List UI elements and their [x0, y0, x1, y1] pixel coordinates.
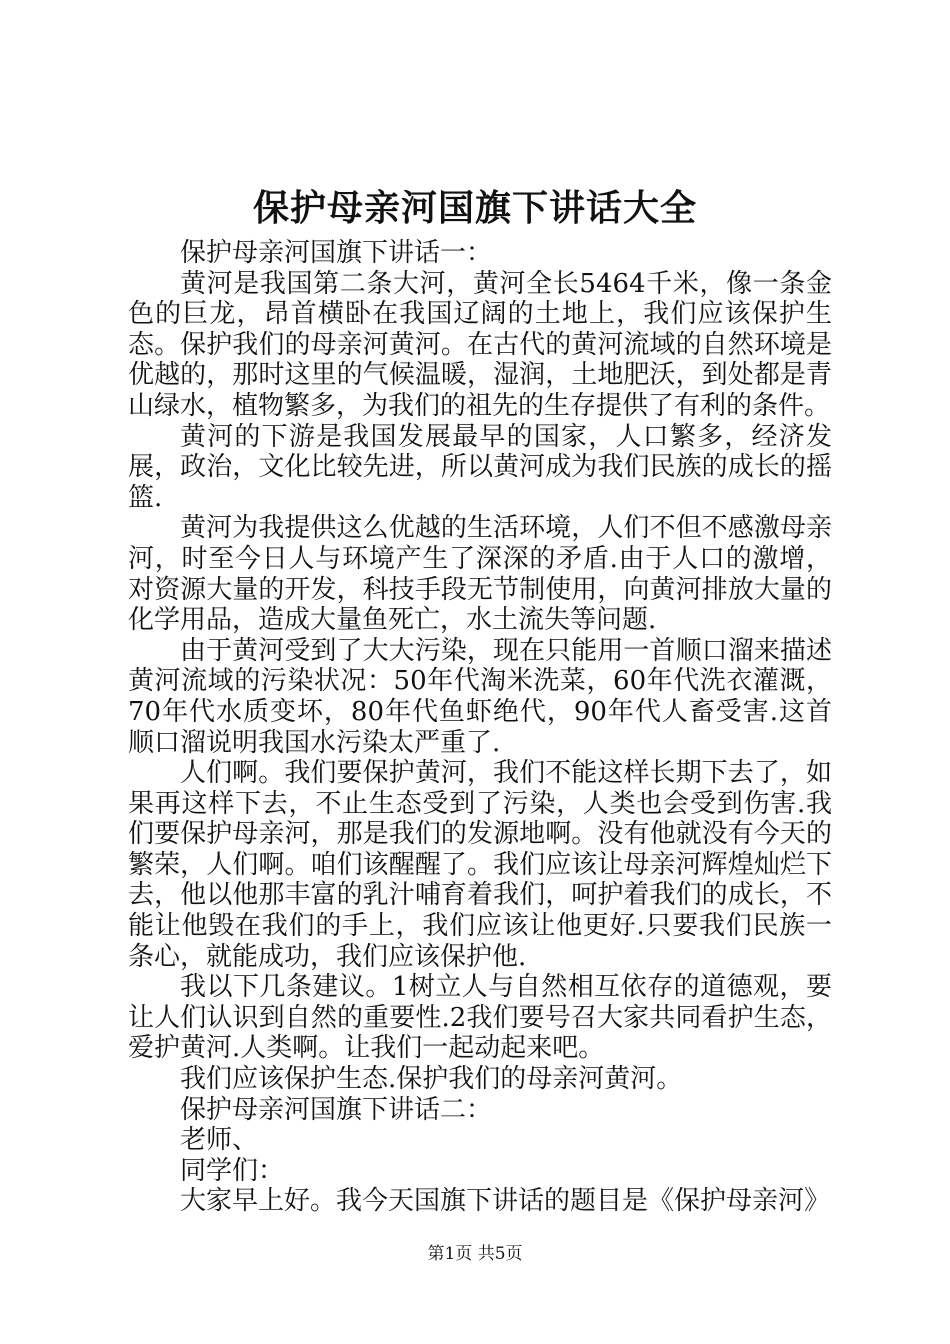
paragraph: 同学们：: [180, 1155, 285, 1186]
paragraph: 保护母亲河国旗下讲话一：: [180, 238, 493, 268]
paragraph: 保护母亲河国旗下讲话二：: [180, 1094, 493, 1125]
page-number-footer: 第1页 共5页: [427, 1244, 523, 1264]
paragraph: 我们应该保护生态.保护我们的母亲河黄河。: [180, 1064, 683, 1095]
paragraph: 人们啊。我们要保护黄河，我们不能这样长期下去了，如果再这样下去，不止生态受到了污染，人类也会受到伤害.我们要保护母亲河，那是我们的发源地啊。没有他就没有今天的繁荣，人们啊。咱们该醒醒了。我们应该让母亲河辉煌灿烂下去，他以他那丰富的乳汁哺育着我们，呵护着我们的成长，不能让他毁在我们的手上，我们应该让他更好.只要我们民族一条心，就能成功，我们应该保护他.: [128, 758, 832, 972]
paragraph: 由于黄河受到了大大污染，现在只能用一首顺口溜来描述黄河流域的污染状况：50年代淘米洗菜，60年代洗衣灌溉，70年代水质变坏，80年代鱼虾绝代，90年代人畜受害.这首顺口溜说明我国水污染太严重了.: [128, 635, 832, 758]
paragraph: 黄河的下游是我国发展最早的国家，人口繁多，经济发展，政治，文化比较先进，所以黄河成为我们民族的成长的摇篮.: [128, 421, 832, 513]
paragraph: 大家早上好。我今天国旗下讲话的题目是《保护母亲河》: [180, 1186, 831, 1217]
paragraph: 我以下几条建议。1树立人与自然相互依存的道德观，要让人们认识到自然的重要性.2我们要号召大家共同看护生态，爱护黄河.人类啊。让我们一起动起来吧。: [128, 972, 832, 1064]
paragraph: 黄河是我国第二条大河，黄河全长5464千米，像一条金色的巨龙，昂首横卧在我国辽阔的土地上，我们应该保护生态。保护我们的母亲河黄河。在古代的黄河流域的自然环境是优越的，那时这里的气候温暖，湿润，土地肥沃，到处都是青山绿水，植物繁多，为我们的祖先的生存提供了有利的条件。: [128, 268, 832, 421]
paragraph: 老师、: [180, 1125, 259, 1156]
paragraph: 黄河为我提供这么优越的生活环境，人们不但不感激母亲河，时至今日人与环境产生了深深的矛盾.由于人口的激增，对资源大量的开发，科技手段无节制使用，向黄河排放大量的化学用品，造成大量鱼死亡，水土流失等问题.: [128, 513, 832, 636]
document-title: 保护母亲河国旗下讲话大全: [252, 187, 697, 229]
document-body: [128, 238, 832, 1217]
